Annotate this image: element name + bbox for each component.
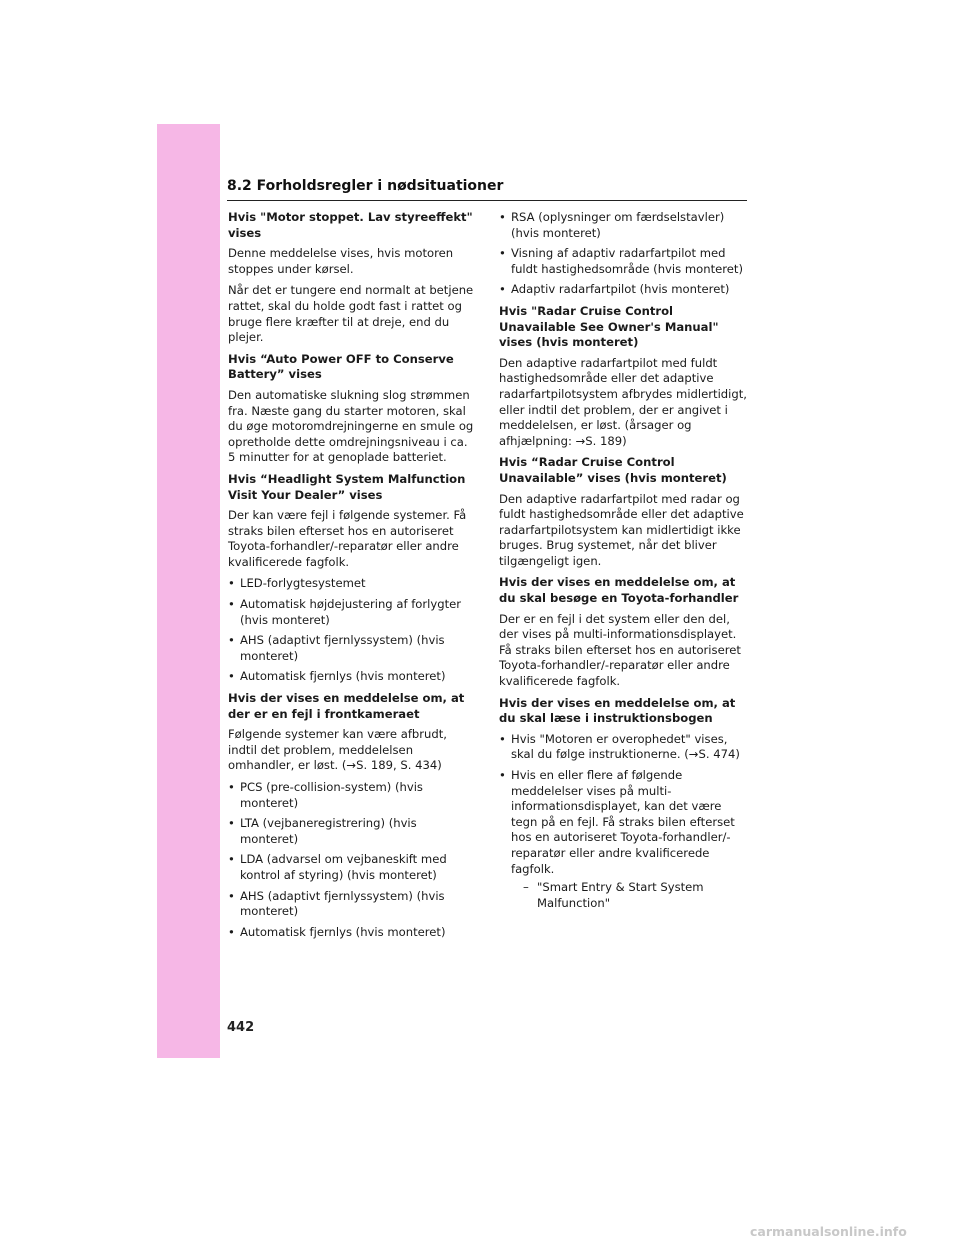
paragraph: Der kan være fejl i følgende systemer. Få straks bilen efterset hos en autoriseret Toyota-forhandler/-reparatør eller andre kvalificerede fagfolk. xyxy=(228,508,467,569)
bullet-list xyxy=(499,732,749,912)
heading-radar-cruise-see-manual: Hvis "Radar Cruise Control Unavailable See Owner's Manual" vises (hvis monteret) xyxy=(499,303,719,350)
bullet-list xyxy=(228,780,474,940)
list-item: • LED-forlygtesystemet xyxy=(228,576,474,592)
paragraph: Denne meddelelse vises, hvis motoren stoppes under kørsel. xyxy=(228,246,454,276)
heading-radar-cruise-unavailable: Hvis “Radar Cruise Control Unavailable” vises (hvis monteret) xyxy=(499,455,727,485)
list-item: • LTA (vejbaneregistrering) (hvis monteret) xyxy=(228,816,474,847)
heading-motor-stoppet: Hvis "Motor stoppet. Lav styreeffekt" vises xyxy=(228,210,473,240)
right-column xyxy=(499,210,749,917)
heading-read-manual: Hvis der vises en meddelelse om, at du skal læse i instruktionsbogen xyxy=(499,695,736,726)
list-item: • AHS (adaptivt fjernlyssystem) (hvis monteret) xyxy=(228,633,474,664)
paragraph: Når det er tungere end normalt at betjene rattet, skal du holde godt fast i rattet og bruge flere kræfter til at dreje, end du plejer. xyxy=(228,283,474,345)
list-item: • Visning af adaptiv radarfartpilot med fuldt hastighedsområde (hvis monteret) xyxy=(499,246,749,277)
list-item: • AHS (adaptivt fjernlyssystem) (hvis monteret) xyxy=(228,889,474,920)
bullet-list xyxy=(228,576,474,685)
heading-visit-dealer: Hvis der vises en meddelelse om, at du skal besøge en Toyota-forhandler xyxy=(499,575,739,606)
list-item: • Automatisk fjernlys (hvis monteret) xyxy=(228,669,474,685)
chapter-tab-sidebar xyxy=(157,124,220,1058)
heading-headlight-malfunction: Hvis “Headlight System Malfunction Visit Your Dealer” vises xyxy=(228,471,466,502)
list-item: • Adaptiv radarfartpilot (hvis monteret) xyxy=(499,282,749,298)
sub-list-item: – "Smart Entry & Start System Malfunction" xyxy=(499,880,749,911)
list-item: • Automatisk højdejustering af forlygter (hvis monteret) xyxy=(228,597,474,628)
page-number: 442 xyxy=(227,1020,255,1035)
paragraph: Følgende systemer kan være afbrudt, indtil det problem, meddelelsen omhandler, er løst. (→S. 189, S. 434) xyxy=(228,727,447,773)
paragraph: Den adaptive radarfartpilot med radar og fuldt hastighedsområde eller det adaptive radarfartpilotsystem kan midlertidigt ikke bruges. Brug systemet, når det bliver tilgængeligt igen. xyxy=(499,491,744,568)
section-header: 8.2 Forholdsregler i nødsituationer xyxy=(227,178,747,201)
watermark: carmanualsonline.info xyxy=(750,1224,907,1239)
list-item: • Hvis en eller flere af følgende meddelelser vises på multi-informationsdisplayet, kan det være tegn på en fejl. Få straks bilen efterset hos en autoriseret Toyota-forhandler/-reparatør eller andre kvalificerede fagfolk. xyxy=(499,768,749,877)
list-item: • Hvis "Motoren er overophedet" vises, skal du følge instruktionerne. (→S. 474) xyxy=(499,732,749,763)
bullet-list xyxy=(499,210,749,298)
heading-front-camera-fault: Hvis der vises en meddelelse om, at der er en fejl i frontkameraet xyxy=(228,691,465,721)
heading-auto-power-off: Hvis “Auto Power OFF to Conserve Battery” vises xyxy=(228,351,454,382)
list-item: • LDA (advarsel om vejbaneskift med kontrol af styring) (hvis monteret) xyxy=(228,852,474,883)
paragraph: Den adaptive radarfartpilot med fuldt hastighedsområde eller det adaptive radarfartpilotsystem afbrydes midlertidigt, eller indtil det problem, der er angivet i meddelelsen, er løst. (årsager og afhjælpning: →S. 189) xyxy=(499,355,747,448)
paragraph: Den automatiske slukning slog strømmen fra. Næste gang du starter motoren, skal du øge motoromdrejningerne en smule og opretholde dette omdrejningsniveau i ca. 5 minutter for at genoplade batteriet. xyxy=(228,387,474,465)
list-item: • PCS (pre-collision-system) (hvis monteret) xyxy=(228,780,474,811)
list-item: • RSA (oplysninger om færdselstavler) (hvis monteret) xyxy=(499,210,749,241)
list-item: • Automatisk fjernlys (hvis monteret) xyxy=(228,925,474,941)
left-column xyxy=(228,210,474,946)
paragraph: Der er en fejl i det system eller den del, der vises på multi-informationsdisplayet. Få straks bilen efterset hos en autoriseret Toyota-forhandler/-reparatør eller andre kvalificerede fagfolk. xyxy=(499,611,741,689)
